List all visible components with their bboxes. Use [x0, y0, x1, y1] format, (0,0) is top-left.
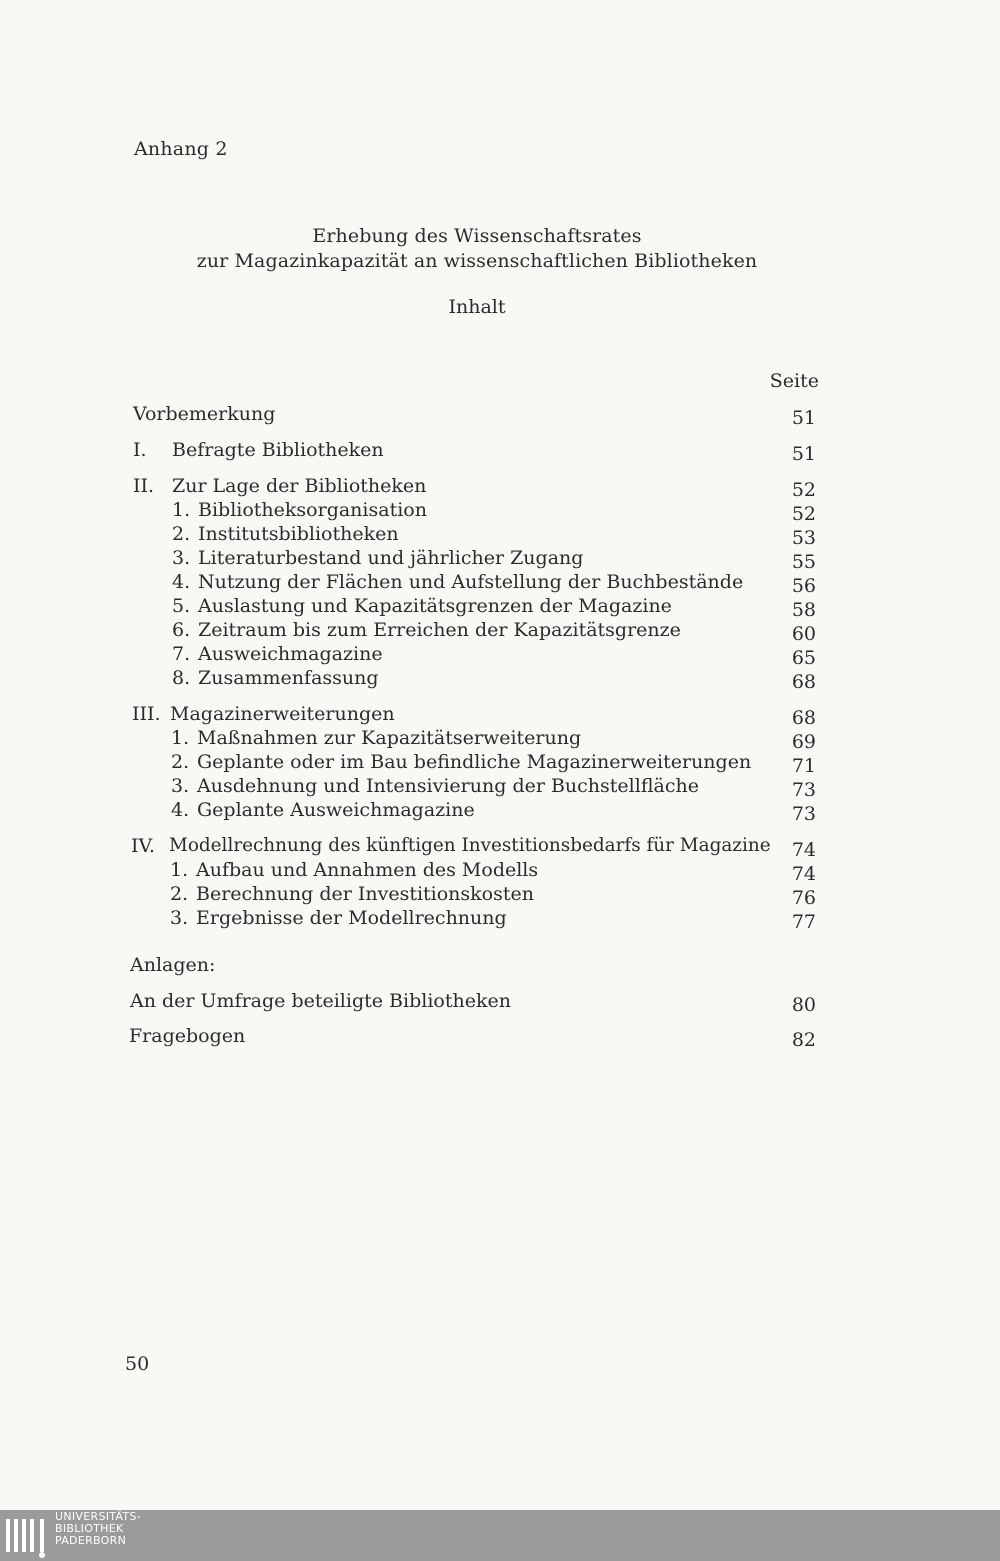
- toc-page-number: 52: [791, 503, 816, 525]
- toc-subsection-number: 3.: [172, 547, 191, 569]
- toc-page-number: 71: [791, 755, 816, 777]
- toc-subsection-iii-2: [0, 750, 1000, 777]
- toc-label: Geplante oder im Bau befindliche Magazinerweiterungen: [197, 751, 752, 773]
- toc-label: Zeitraum bis zum Erreichen der Kapazitätsgrenze: [198, 619, 681, 641]
- toc-subsection-number: 2.: [171, 751, 190, 773]
- toc-subsection-ii-2: [0, 522, 1000, 549]
- page-number: 50: [125, 1353, 150, 1375]
- toc-label: Befragte Bibliotheken: [172, 439, 384, 461]
- document-title-line-1: Erhebung des Wissenschaftsrates: [312, 225, 642, 247]
- toc-subsection-number: 4.: [172, 571, 191, 593]
- toc-label: An der Umfrage beteiligte Bibliotheken: [130, 990, 511, 1012]
- toc-attachment-participating-libraries: [0, 989, 1000, 1016]
- toc-label: Literaturbestand und jährlicher Zugang: [198, 547, 584, 569]
- toc-subsection-number: 8.: [172, 667, 191, 689]
- toc-label: Zusammenfassung: [198, 667, 379, 689]
- toc-label: Maßnahmen zur Kapazitätserweiterung: [197, 727, 582, 749]
- toc-page-number: 76: [791, 887, 816, 909]
- toc-page-number: 53: [791, 527, 816, 549]
- toc-label: Ausdehnung und Intensivierung der Buchstellfläche: [197, 775, 699, 797]
- toc-subsection-iii-4: [0, 798, 1000, 825]
- toc-subsection-ii-8: [0, 666, 1000, 693]
- toc-page-number: 77: [791, 911, 816, 933]
- toc-page-number: 51: [791, 443, 816, 465]
- toc-page-number: 74: [791, 839, 816, 861]
- library-logo-line-2: BIBLIOTHEK: [55, 1522, 124, 1535]
- toc-section-number: IV.: [131, 835, 155, 857]
- toc-label: Aufbau und Annahmen des Modells: [196, 859, 539, 881]
- toc-label: Ausweichmagazine: [198, 643, 383, 665]
- toc-page-number: 51: [791, 407, 816, 429]
- toc-label: Vorbemerkung: [133, 403, 276, 425]
- toc-page-number: 68: [791, 707, 816, 729]
- toc-section-iv: [0, 834, 1000, 861]
- toc-label: Ergebnisse der Modellrechnung: [196, 907, 507, 929]
- toc-subsection-ii-6: [0, 618, 1000, 645]
- toc-subsection-iv-3: [0, 906, 1000, 933]
- toc-subsection-number: 6.: [172, 619, 191, 641]
- toc-label: Fragebogen: [129, 1025, 246, 1047]
- toc-section-i: [0, 438, 1000, 465]
- toc-page-number: 58: [791, 599, 816, 621]
- toc-subsection-ii-4: [0, 570, 1000, 597]
- toc-subsection-number: 1.: [170, 859, 189, 881]
- toc-subsection-number: 4.: [171, 799, 190, 821]
- toc-subsection-iii-3: [0, 774, 1000, 801]
- toc-entry-vorbemerkung: [0, 402, 1000, 429]
- toc-section-number: III.: [132, 703, 161, 725]
- toc-label: Geplante Ausweichmagazine: [197, 799, 475, 821]
- document-title-line-2: zur Magazinkapazität an wissenschaftlichen Bibliotheken: [196, 250, 758, 272]
- toc-page-number: 65: [791, 647, 816, 669]
- toc-label: Institutsbibliotheken: [198, 523, 399, 545]
- toc-section-number: II.: [133, 475, 155, 497]
- toc-subsection-ii-1: [0, 498, 1000, 525]
- page-column-header: Seite: [769, 370, 819, 392]
- toc-page-number: 82: [791, 1029, 816, 1051]
- toc-attachment-questionnaire: [0, 1024, 1000, 1051]
- library-logo-line-1: UNIVERSITÄTS-: [55, 1510, 141, 1523]
- toc-section-ii: [0, 474, 1000, 501]
- toc-label: Modellrechnung des künftigen Investitionsbedarfs für Magazine: [169, 835, 771, 856]
- toc-page-number: 68: [791, 671, 816, 693]
- library-logo-icon: [6, 1519, 48, 1559]
- toc-subsection-number: 2.: [170, 883, 189, 905]
- library-footer-bar: [0, 1510, 1000, 1561]
- toc-subsection-iv-2: [0, 882, 1000, 909]
- attachments-heading: Anlagen:: [130, 954, 216, 976]
- library-logo-text: [55, 1511, 141, 1547]
- library-logo-line-3: PADERBORN: [55, 1534, 127, 1547]
- toc-subsection-ii-7: [0, 642, 1000, 669]
- toc-label: Magazinerweiterungen: [170, 703, 395, 725]
- toc-label: Zur Lage der Bibliotheken: [172, 475, 427, 497]
- toc-page-number: 52: [791, 479, 816, 501]
- appendix-label: Anhang 2: [134, 138, 228, 160]
- toc-subsection-iii-1: [0, 726, 1000, 753]
- toc-subsection-number: 3.: [171, 775, 190, 797]
- toc-section-iii: [0, 702, 1000, 729]
- toc-subsection-number: 1.: [172, 499, 191, 521]
- toc-section-number: I.: [133, 439, 147, 461]
- toc-subsection-ii-5: [0, 594, 1000, 621]
- toc-page-number: 73: [791, 803, 816, 825]
- toc-page-number: 69: [791, 731, 816, 753]
- toc-subsection-ii-3: [0, 546, 1000, 573]
- toc-subsection-number: 5.: [172, 595, 191, 617]
- toc-attachments-heading: [0, 953, 1000, 977]
- toc-label: Bibliotheksorganisation: [198, 499, 427, 521]
- toc-page-number: 55: [791, 551, 816, 573]
- contents-heading: Inhalt: [448, 296, 506, 318]
- toc-label: Nutzung der Flächen und Aufstellung der Buchbestände: [198, 571, 744, 593]
- toc-page-number: 60: [791, 623, 816, 645]
- toc-page-number: 56: [791, 575, 816, 597]
- toc-label: Auslastung und Kapazitätsgrenzen der Magazine: [198, 595, 672, 617]
- toc-page-number: 80: [791, 994, 816, 1016]
- toc-page-number: 73: [791, 779, 816, 801]
- toc-subsection-number: 2.: [172, 523, 191, 545]
- toc-label: Berechnung der Investitionskosten: [196, 883, 534, 905]
- toc-subsection-number: 1.: [171, 727, 190, 749]
- toc-subsection-number: 7.: [172, 643, 191, 665]
- toc-page-number: 74: [791, 863, 816, 885]
- toc-subsection-number: 3.: [170, 907, 189, 929]
- toc-subsection-iv-1: [0, 858, 1000, 885]
